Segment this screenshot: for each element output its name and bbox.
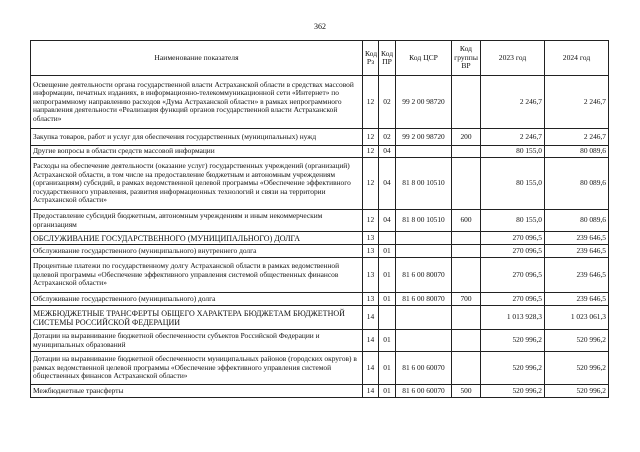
row-2023-cell: 80 155,0 [481, 158, 545, 210]
row-name-cell: Закупка товаров, работ и услуг для обеспечения государственных (муниципальных) нужд [31, 129, 363, 146]
row-name-cell: Обслуживание государственного (муниципального) долга [31, 293, 363, 306]
row-csr-cell: 81 8 00 10510 [396, 210, 452, 232]
row-vr-cell [452, 146, 481, 158]
row-2023-cell: 270 096,5 [481, 232, 545, 245]
budget-table [30, 40, 609, 398]
row-2024-cell: 80 089,6 [545, 158, 609, 210]
row-pr-cell: 01 [379, 293, 396, 306]
row-rz-cell: 14 [363, 306, 379, 330]
row-rz-cell: 13 [363, 232, 379, 245]
row-vr-cell [452, 258, 481, 293]
table-row [31, 245, 609, 258]
row-vr-cell: 200 [452, 129, 481, 146]
table-body [31, 76, 609, 398]
row-name-cell: Расходы на обеспечение деятельности (оказание услуг) государственных учреждений (организаций) Астраханской области, в том числе на предоставление бюджетным и автономным учреждениям (организациям) субсидий, в рамках ведомственной целевой программы «Обеспечение эффективного государственного управления, развития информационных технологий и связи на территории Астраханской области» [31, 158, 363, 210]
table-row [31, 129, 609, 146]
row-pr-cell: 01 [379, 245, 396, 258]
row-2023-cell: 520 996,2 [481, 385, 545, 398]
table-row [31, 293, 609, 306]
row-rz-cell: 12 [363, 210, 379, 232]
row-csr-cell: 81 6 00 80070 [396, 293, 452, 306]
row-2023-cell: 270 096,5 [481, 245, 545, 258]
header-pr: Код ПР [379, 41, 396, 76]
row-vr-cell [452, 330, 481, 352]
row-name-cell: Предоставление субсидий бюджетным, автономным учреждениям и иным некоммерческим организациям [31, 210, 363, 232]
row-pr-cell: 04 [379, 210, 396, 232]
row-rz-cell: 13 [363, 293, 379, 306]
row-2024-cell: 239 646,5 [545, 293, 609, 306]
table-row [31, 146, 609, 158]
row-name-cell: Дотации на выравнивание бюджетной обеспеченности субъектов Российской Федерации и муниципальных образований [31, 330, 363, 352]
row-rz-cell: 12 [363, 129, 379, 146]
row-2024-cell: 239 646,5 [545, 258, 609, 293]
row-2023-cell: 270 096,5 [481, 258, 545, 293]
table-row [31, 385, 609, 398]
row-2023-cell: 2 246,7 [481, 76, 545, 129]
row-name-cell: Обслуживание государственного (муниципального) внутреннего долга [31, 245, 363, 258]
header-2023: 2023 год [481, 41, 545, 76]
row-name-cell: ОБСЛУЖИВАНИЕ ГОСУДАРСТВЕННОГО (МУНИЦИПАЛЬНОГО) ДОЛГА [31, 232, 363, 245]
header-vr: Код группы ВР [452, 41, 481, 76]
row-vr-cell: 600 [452, 210, 481, 232]
row-name-cell: Освещение деятельности органа государственной власти Астраханской области в средствах массовой информации, печатных изданиях, в информационно-телекоммуникационной сети «Интернет» по непрограммному направлению расходов «Дума Астраханской области» в рамках непрограммного направления деятельности «Реализация функций органов государственной власти Астраханской области» [31, 76, 363, 129]
row-csr-cell [396, 306, 452, 330]
row-name-cell: Процентные платежи по государственному долгу Астраханской области в рамках ведомственной целевой программы «Обеспечение эффективного управления системой общественных финансов Астраханской области» [31, 258, 363, 293]
row-2023-cell: 2 246,7 [481, 129, 545, 146]
row-vr-cell [452, 245, 481, 258]
row-2024-cell: 520 996,2 [545, 352, 609, 385]
row-csr-cell [396, 330, 452, 352]
header-csr: Код ЦСР [396, 41, 452, 76]
row-name-cell: МЕЖБЮДЖЕТНЫЕ ТРАНСФЕРТЫ ОБЩЕГО ХАРАКТЕРА БЮДЖЕТАМ БЮДЖЕТНОЙ СИСТЕМЫ РОССИЙСКОЙ ФЕДЕРАЦИИ [31, 306, 363, 330]
row-2024-cell: 520 996,2 [545, 385, 609, 398]
row-2024-cell: 2 246,7 [545, 76, 609, 129]
row-2023-cell: 80 155,0 [481, 210, 545, 232]
row-vr-cell [452, 76, 481, 129]
table-row [31, 158, 609, 210]
row-pr-cell [379, 232, 396, 245]
table-row [31, 210, 609, 232]
row-2023-cell: 270 096,5 [481, 293, 545, 306]
row-csr-cell [396, 245, 452, 258]
table-row [31, 306, 609, 330]
row-name-cell: Другие вопросы в области средств массовой информации [31, 146, 363, 158]
row-vr-cell: 700 [452, 293, 481, 306]
row-rz-cell: 13 [363, 245, 379, 258]
row-rz-cell: 14 [363, 352, 379, 385]
table-row [31, 352, 609, 385]
table-header-row [31, 41, 609, 76]
header-name: Наименование показателя [31, 41, 363, 76]
row-2024-cell: 80 089,6 [545, 210, 609, 232]
row-2023-cell: 1 013 928,3 [481, 306, 545, 330]
row-csr-cell: 81 6 00 80070 [396, 258, 452, 293]
row-rz-cell: 14 [363, 385, 379, 398]
row-vr-cell [452, 352, 481, 385]
row-rz-cell: 12 [363, 146, 379, 158]
row-rz-cell: 14 [363, 330, 379, 352]
row-vr-cell [452, 232, 481, 245]
row-vr-cell [452, 306, 481, 330]
table-row [31, 258, 609, 293]
row-rz-cell: 12 [363, 76, 379, 129]
table-row [31, 232, 609, 245]
row-pr-cell: 01 [379, 352, 396, 385]
row-name-cell: Межбюджетные трансферты [31, 385, 363, 398]
row-2023-cell: 80 155,0 [481, 146, 545, 158]
row-csr-cell: 81 8 00 10510 [396, 158, 452, 210]
row-csr-cell: 81 6 00 60070 [396, 385, 452, 398]
row-2023-cell: 520 996,2 [481, 330, 545, 352]
row-pr-cell: 02 [379, 76, 396, 129]
row-2023-cell: 520 996,2 [481, 352, 545, 385]
row-pr-cell: 02 [379, 129, 396, 146]
header-2024: 2024 год [545, 41, 609, 76]
row-pr-cell: 04 [379, 158, 396, 210]
row-2024-cell: 80 089,6 [545, 146, 609, 158]
row-pr-cell: 01 [379, 330, 396, 352]
row-2024-cell: 2 246,7 [545, 129, 609, 146]
row-vr-cell [452, 158, 481, 210]
row-vr-cell: 500 [452, 385, 481, 398]
row-csr-cell [396, 146, 452, 158]
row-csr-cell [396, 232, 452, 245]
table-row [31, 76, 609, 129]
row-pr-cell: 04 [379, 146, 396, 158]
row-pr-cell: 01 [379, 385, 396, 398]
row-rz-cell: 12 [363, 158, 379, 210]
header-rz: Код Рз [363, 41, 379, 76]
row-2024-cell: 239 646,5 [545, 232, 609, 245]
row-name-cell: Дотации на выравнивание бюджетной обеспеченности муниципальных районов (городских округов) в рамках ведомственной целевой программы «Обеспечение эффективного управления системой общественных финансов Астраханской области» [31, 352, 363, 385]
row-csr-cell: 99 2 00 98720 [396, 129, 452, 146]
row-pr-cell: 01 [379, 258, 396, 293]
row-csr-cell: 81 6 00 60070 [396, 352, 452, 385]
row-pr-cell [379, 306, 396, 330]
row-2024-cell: 1 023 061,3 [545, 306, 609, 330]
table-row [31, 330, 609, 352]
row-csr-cell: 99 2 00 98720 [396, 76, 452, 129]
page-number: 362 [314, 22, 326, 31]
row-rz-cell: 13 [363, 258, 379, 293]
row-2024-cell: 520 996,2 [545, 330, 609, 352]
row-2024-cell: 239 646,5 [545, 245, 609, 258]
